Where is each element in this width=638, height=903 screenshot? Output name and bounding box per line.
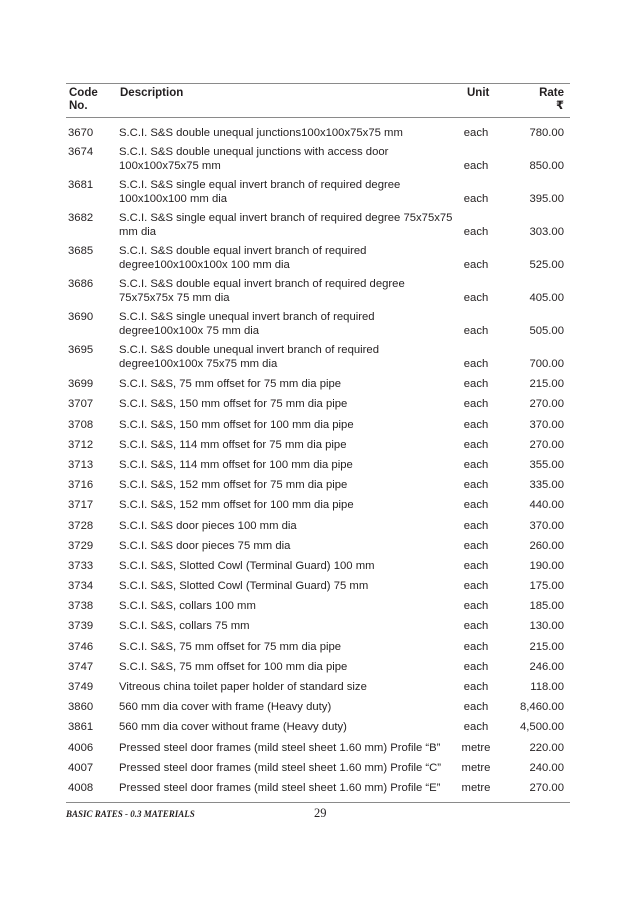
row-description: S.C.I. S&S single equal invert branch of required degree 100x100x100 mm dia xyxy=(119,179,401,205)
row-description: S.C.I. S&S, 114 mm offset for 100 mm dia pipe xyxy=(119,458,353,471)
footer-label: BASIC RATES - 0.3 MATERIALS xyxy=(66,809,195,819)
table-row xyxy=(66,377,570,391)
row-code: 3690 xyxy=(68,311,94,323)
row-unit: each xyxy=(463,358,489,370)
row-unit: each xyxy=(463,519,489,532)
row-rate: 440.00 xyxy=(529,499,564,512)
table-row xyxy=(66,478,570,492)
row-description: Pressed steel door frames (mild steel sheet 1.60 mm) Profile “E” xyxy=(119,781,441,794)
row-unit: each xyxy=(463,127,489,139)
row-description: S.C.I. S&S, collars 75 mm xyxy=(119,620,250,633)
table-row xyxy=(66,277,570,305)
row-description: S.C.I. S&S, collars 100 mm xyxy=(119,600,256,613)
row-rate: 335.00 xyxy=(529,479,564,492)
header-description: Description xyxy=(120,87,184,99)
table-row xyxy=(66,418,570,432)
table-row xyxy=(66,579,570,593)
row-code: 3685 xyxy=(68,245,94,257)
table-row xyxy=(66,244,570,272)
table-row xyxy=(66,178,570,206)
row-rate: 405.00 xyxy=(529,292,564,304)
table-body xyxy=(66,126,570,795)
row-unit: each xyxy=(463,721,489,734)
row-code: 3712 xyxy=(68,438,94,451)
row-description: S.C.I. S&S single unequal invert branch of required degree100x100x 75 mm dia xyxy=(119,311,375,337)
row-rate: 175.00 xyxy=(529,580,564,593)
table-row xyxy=(66,397,570,411)
row-unit: each xyxy=(463,499,489,512)
row-description: S.C.I. S&S double unequal invert branch of required degree100x100x 75x75 mm dia xyxy=(119,344,379,370)
row-description: S.C.I. S&S, 152 mm offset for 75 mm dia pipe xyxy=(119,479,348,492)
row-unit: each xyxy=(463,539,489,552)
row-unit: each xyxy=(463,701,489,714)
row-rate: 240.00 xyxy=(529,761,564,774)
table-row xyxy=(66,211,570,239)
row-code: 3746 xyxy=(68,640,94,653)
row-code: 3686 xyxy=(68,278,94,290)
row-rate: 215.00 xyxy=(529,378,564,391)
row-code: 4007 xyxy=(68,761,94,774)
row-code: 3747 xyxy=(68,660,94,673)
row-code: 3861 xyxy=(68,721,94,734)
row-unit: each xyxy=(463,600,489,613)
row-unit: each xyxy=(463,559,489,572)
header-code-line1: Code xyxy=(69,87,98,99)
row-code: 3749 xyxy=(68,681,94,693)
header-rate xyxy=(539,87,564,113)
row-unit: metre xyxy=(461,761,491,774)
row-rate: 850.00 xyxy=(529,160,564,172)
row-code: 3695 xyxy=(68,344,94,356)
row-description: S.C.I. S&S double unequal junctions100x100x75x75 mm xyxy=(119,127,403,139)
rates-table xyxy=(66,83,570,803)
row-unit: each xyxy=(463,438,489,451)
table-row xyxy=(66,519,570,533)
table-row xyxy=(66,126,570,140)
row-description: 560 mm dia cover with frame (Heavy duty) xyxy=(119,701,332,714)
row-rate: 130.00 xyxy=(529,620,564,633)
table-row xyxy=(66,145,570,173)
row-unit: each xyxy=(463,580,489,593)
row-description: S.C.I. S&S double equal invert branch of required degree 75x75x75x 75 mm dia xyxy=(119,278,405,304)
row-description: S.C.I. S&S door pieces 100 mm dia xyxy=(119,519,297,532)
header-code xyxy=(69,87,98,113)
row-description: S.C.I. S&S double unequal junctions with access door 100x100x75x75 mm xyxy=(119,146,389,172)
row-rate: 780.00 xyxy=(529,127,564,139)
row-description: Pressed steel door frames (mild steel sheet 1.60 mm) Profile “B” xyxy=(119,741,441,754)
table-row xyxy=(66,720,570,734)
table-row xyxy=(66,599,570,613)
row-code: 3739 xyxy=(68,620,94,633)
row-description: S.C.I. S&S door pieces 75 mm dia xyxy=(119,539,291,552)
row-unit: metre xyxy=(461,781,491,794)
table-row xyxy=(66,761,570,775)
row-description: S.C.I. S&S, 152 mm offset for 100 mm dia pipe xyxy=(119,499,354,512)
header-rule xyxy=(66,117,570,118)
row-unit: each xyxy=(463,681,489,693)
row-description: S.C.I. S&S, Slotted Cowl (Terminal Guard) 100 mm xyxy=(119,559,375,572)
table-row xyxy=(66,700,570,714)
row-unit: each xyxy=(463,292,489,304)
bottom-rule xyxy=(66,802,570,803)
row-code: 4008 xyxy=(68,781,94,794)
row-code: 3708 xyxy=(68,418,94,431)
row-rate: 700.00 xyxy=(529,358,564,370)
row-unit: each xyxy=(463,259,489,271)
table-row xyxy=(66,310,570,338)
header-code-line2: No. xyxy=(69,100,88,112)
row-code: 3717 xyxy=(68,499,94,512)
row-unit: metre xyxy=(461,741,491,754)
row-unit: each xyxy=(463,458,489,471)
table-row xyxy=(66,539,570,553)
row-description: S.C.I. S&S, 75 mm offset for 100 mm dia pipe xyxy=(119,660,348,673)
row-rate: 270.00 xyxy=(529,438,564,451)
table-row xyxy=(66,741,570,755)
row-unit: each xyxy=(463,325,489,337)
row-code: 3682 xyxy=(68,212,94,224)
row-rate: 246.00 xyxy=(529,660,564,673)
row-description: Vitreous china toilet paper holder of standard size xyxy=(119,681,367,693)
header-unit: Unit xyxy=(467,87,490,99)
row-description: S.C.I. S&S, 150 mm offset for 100 mm dia pipe xyxy=(119,418,354,431)
row-description: S.C.I. S&S, 150 mm offset for 75 mm dia pipe xyxy=(119,398,348,411)
table-row xyxy=(66,343,570,371)
row-code: 3716 xyxy=(68,479,94,492)
row-code: 3733 xyxy=(68,559,94,572)
page-footer xyxy=(66,806,570,826)
table-row xyxy=(66,438,570,452)
row-rate: 370.00 xyxy=(529,519,564,532)
row-description: S.C.I. S&S single equal invert branch of required degree 75x75x75 mm dia xyxy=(119,212,453,238)
row-rate: 8,460.00 xyxy=(520,701,564,714)
row-description: Pressed steel door frames (mild steel sheet 1.60 mm) Profile “C” xyxy=(119,761,442,774)
row-code: 3681 xyxy=(68,179,94,191)
table-row xyxy=(66,498,570,512)
row-rate: 118.00 xyxy=(530,681,564,693)
row-code: 3728 xyxy=(68,519,94,532)
row-code: 3699 xyxy=(68,378,94,391)
row-unit: each xyxy=(463,418,489,431)
row-rate: 260.00 xyxy=(529,539,564,552)
row-unit: each xyxy=(463,620,489,633)
row-description: 560 mm dia cover without frame (Heavy duty) xyxy=(119,721,347,734)
table-row xyxy=(66,660,570,674)
row-rate: 270.00 xyxy=(529,398,564,411)
header-rate-label: Rate xyxy=(539,87,564,99)
row-description: S.C.I. S&S, 114 mm offset for 75 mm dia pipe xyxy=(119,438,347,451)
row-unit: each xyxy=(463,378,489,391)
row-rate: 4,500.00 xyxy=(520,721,564,734)
row-code: 3738 xyxy=(68,600,94,613)
rupee-symbol: ₹ xyxy=(555,100,564,112)
row-rate: 355.00 xyxy=(529,458,564,471)
row-unit: each xyxy=(463,160,489,172)
row-unit: each xyxy=(463,193,489,205)
table-row xyxy=(66,559,570,573)
row-code: 3729 xyxy=(68,539,94,552)
row-description: S.C.I. S&S, 75 mm offset for 75 mm dia pipe xyxy=(119,378,342,391)
row-rate: 190.00 xyxy=(529,559,564,572)
row-code: 4006 xyxy=(68,741,94,754)
row-unit: each xyxy=(463,479,489,492)
table-row xyxy=(66,680,570,694)
row-code: 3713 xyxy=(68,458,94,471)
row-description: S.C.I. S&S double equal invert branch of required degree100x100x100x 100 mm dia xyxy=(119,245,367,271)
table-row xyxy=(66,458,570,472)
row-rate: 220.00 xyxy=(529,741,564,754)
row-rate: 270.00 xyxy=(529,781,564,794)
row-rate: 525.00 xyxy=(529,259,564,271)
row-rate: 370.00 xyxy=(529,418,564,431)
row-unit: each xyxy=(463,640,489,653)
row-unit: each xyxy=(463,226,489,238)
table-header xyxy=(66,84,570,117)
row-rate: 303.00 xyxy=(529,226,564,238)
row-unit: each xyxy=(463,660,489,673)
table-row xyxy=(66,781,570,795)
row-rate: 215.00 xyxy=(529,640,564,653)
row-rate: 505.00 xyxy=(529,325,564,337)
row-description: S.C.I. S&S, Slotted Cowl (Terminal Guard) 75 mm xyxy=(119,580,369,593)
row-code: 3707 xyxy=(68,398,94,411)
table-row xyxy=(66,640,570,654)
row-rate: 395.00 xyxy=(529,193,564,205)
table-row xyxy=(66,619,570,633)
row-description: S.C.I. S&S, 75 mm offset for 75 mm dia pipe xyxy=(119,640,342,653)
row-code: 3674 xyxy=(68,146,94,158)
row-code: 3734 xyxy=(68,580,94,593)
row-rate: 185.00 xyxy=(529,600,564,613)
row-unit: each xyxy=(463,398,489,411)
row-code: 3670 xyxy=(68,127,94,139)
row-code: 3860 xyxy=(68,701,94,714)
page-number: 29 xyxy=(314,806,327,820)
